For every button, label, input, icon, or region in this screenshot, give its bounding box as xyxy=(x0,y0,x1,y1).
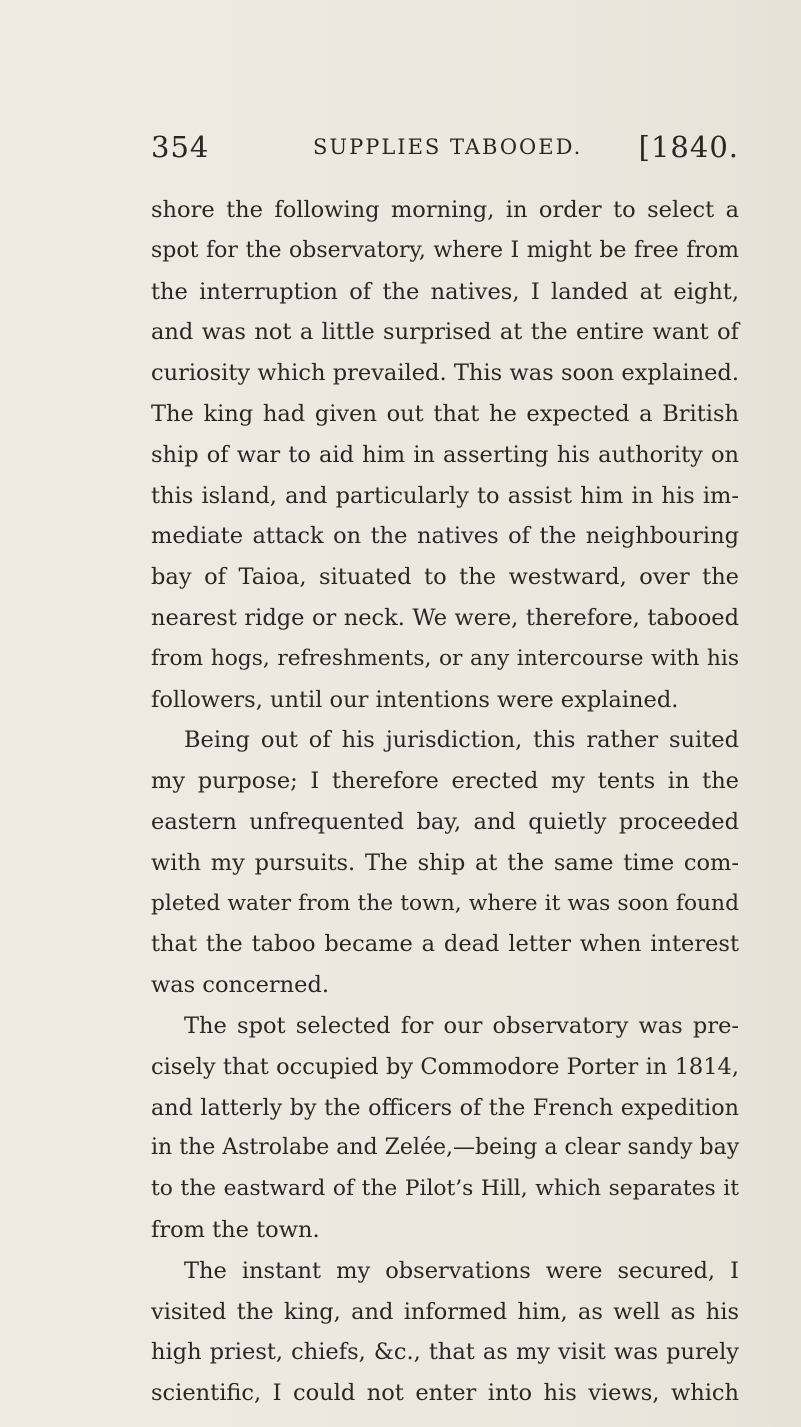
text-line: bay of Taioa, situated to the westward, over the xyxy=(151,564,739,591)
text-line: from hogs, refreshments, or any intercourse with his xyxy=(151,645,739,671)
running-title: SUPPLIES TABOOED. xyxy=(313,135,583,159)
text-line: mediate attack on the natives of the neighbouring xyxy=(151,523,739,550)
text-line: The instant my observations were secured, I xyxy=(184,1257,739,1284)
text-line: the interruption of the natives, I landed at eight, xyxy=(151,278,739,305)
text-line: scientific, I could not enter into his views, which xyxy=(151,1380,739,1407)
text-line: ship of war to aid him in asserting his authority on xyxy=(151,441,739,468)
text-line: pleted water from the town, where it was soon found xyxy=(151,890,739,916)
text-line: nearest ridge or neck. We were, therefore, tabooed xyxy=(151,604,739,631)
text-line: The king had given out that he expected a British xyxy=(151,400,739,427)
text-line: spot for the observatory, where I might be free from xyxy=(151,237,739,263)
text-line: from the town. xyxy=(151,1216,320,1243)
page-number: 354 xyxy=(151,130,210,164)
text-line: followers, until our intentions were explained. xyxy=(151,686,679,713)
text-line: with my pursuits. The ship at the same time com- xyxy=(151,849,739,876)
text-line: curiosity which prevailed. This was soon explained. xyxy=(151,360,739,387)
running-header xyxy=(151,126,739,166)
text-line: high priest, chiefs, &c., that as my visit was purely xyxy=(151,1339,739,1366)
text-line: in the Astrolabe and Zelée,—being a clear sandy bay xyxy=(151,1135,740,1161)
text-line: and latterly by the officers of the French expedition xyxy=(151,1094,739,1121)
text-line: and was not a little surprised at the entire want of xyxy=(151,319,739,346)
text-line: shore the following morning, in order to select a xyxy=(151,197,739,223)
text-line: this island, and particularly to assist him in his im- xyxy=(151,482,739,509)
text-line: visited the king, and informed him, as well as his xyxy=(151,1298,739,1325)
body-text xyxy=(151,190,739,1414)
text-line: that the taboo became a dead letter when interest xyxy=(151,931,739,958)
text-line: eastern unfrequented bay, and quietly proceeded xyxy=(151,808,739,835)
text-line: to the eastward of the Pilot’s Hill, which separates it xyxy=(151,1176,739,1202)
text-line: was concerned. xyxy=(151,972,330,999)
header-year: [1840. xyxy=(638,130,739,164)
text-line: my purpose; I therefore erected my tents in the xyxy=(151,768,739,795)
text-line: cisely that occupied by Commodore Porter in 1814, xyxy=(151,1053,739,1080)
text-line: Being out of his jurisdiction, this rather suited xyxy=(184,727,739,754)
text-line: The spot selected for our observatory was pre- xyxy=(184,1012,739,1039)
